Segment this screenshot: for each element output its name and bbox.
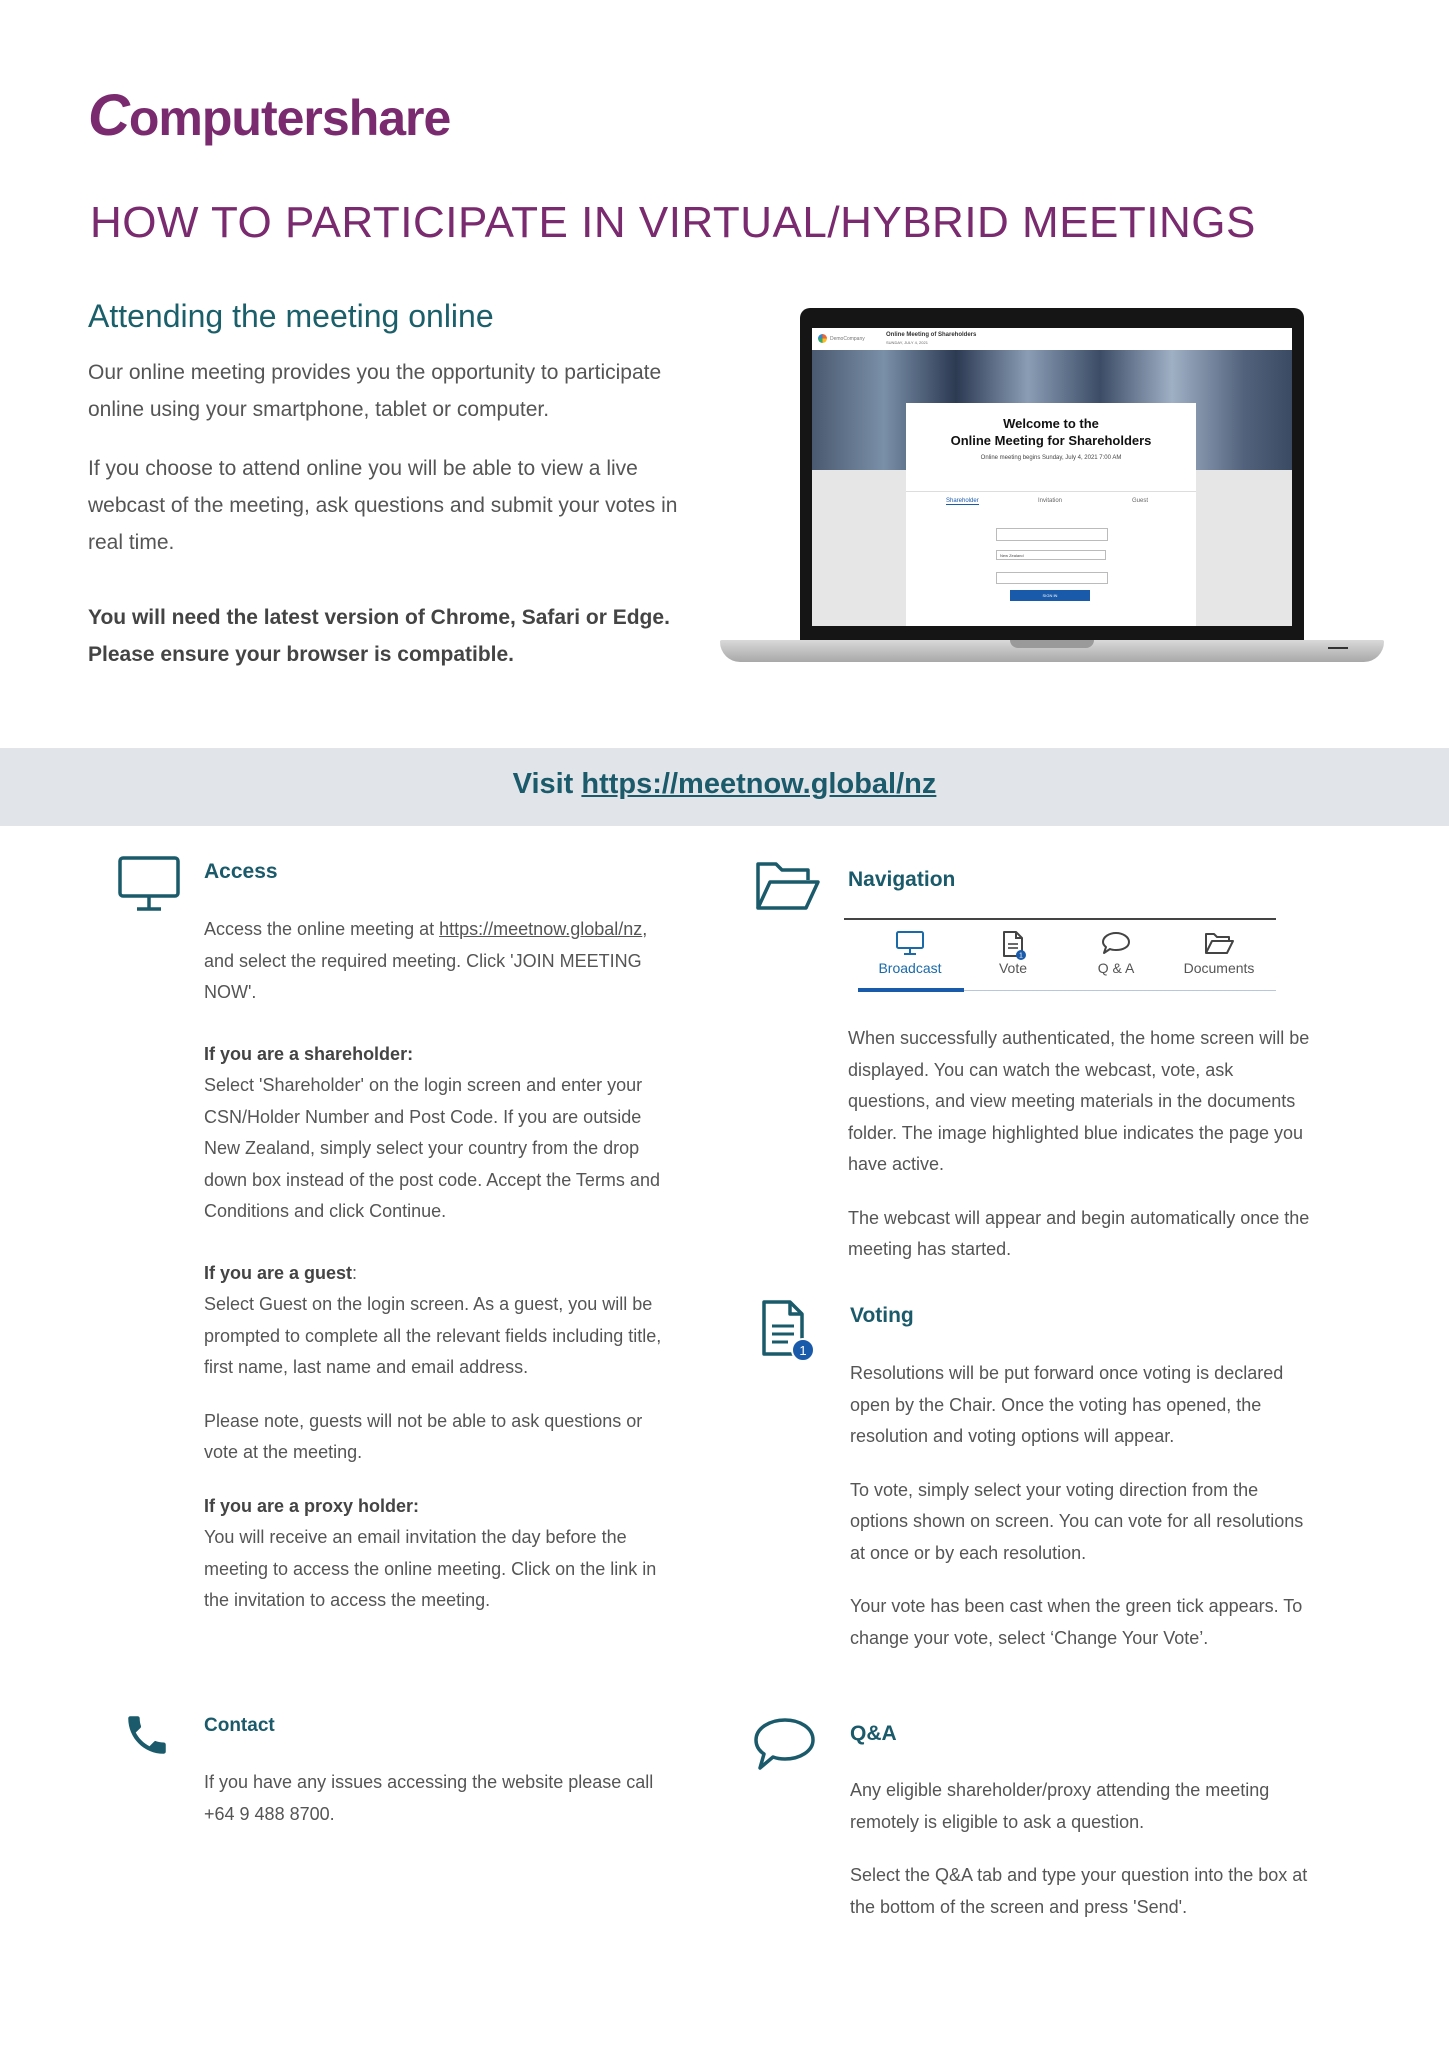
qa-body — [850, 1775, 1320, 1945]
speech-bubble-icon — [752, 1716, 818, 1772]
intro-text — [88, 354, 688, 695]
guest-block: If you are a guest: Select Guest on the login screen. As a guest, you will be prompted to complete all the relevant fields including title, first name, last name and email address. — [204, 1262, 662, 1377]
vote-document-icon — [998, 930, 1028, 960]
qa-heading: Q&A — [850, 1722, 897, 1745]
visit-url-link[interactable]: https://meetnow.global/nz — [581, 768, 937, 800]
phone-icon — [122, 1710, 172, 1760]
intro-paragraph-2: If you choose to attend online you will be able to view a live webcast of the meeting, ask questions and submit your votes in real time. — [88, 457, 678, 554]
proxy-block: If you are a proxy holder: You will receive an email invitation the day before the meeting to access the online meeting. Click on the link in the invitation to access the meeting. — [204, 1495, 657, 1610]
access-url-link[interactable]: https://meetnow.global/nz — [439, 919, 643, 939]
documents-folder-icon — [1203, 930, 1235, 956]
screen-header — [812, 328, 1292, 351]
contact-body — [204, 1767, 664, 1852]
laptop-mockup — [720, 308, 1384, 674]
folder-open-icon — [754, 858, 822, 914]
qa-paragraph-2: Select the Q&A tab and type your question into the box at the bottom of the screen and press 'Send'. — [850, 1865, 1308, 1917]
voting-body — [850, 1358, 1320, 1676]
guest-note: Please note, guests will not be able to ask questions or vote at the meeting. — [204, 1410, 643, 1462]
speech-bubble-icon — [1100, 930, 1132, 956]
navigation-heading: Navigation — [848, 868, 956, 891]
company-logo-icon — [818, 334, 827, 343]
navigation-paragraph-1: When successfully authenticated, the home screen will be displayed. You can watch the webcast, vote, ask questions, and view meeting materials in the documents folder. The image highlighted blue indicates the page you have active. — [848, 1028, 1310, 1174]
broadcast-icon — [895, 930, 925, 956]
screen-company: DemoCompany — [830, 336, 865, 342]
screen-country-select[interactable]: New Zealand — [996, 550, 1106, 560]
vote-tab-badge: 1 — [1019, 952, 1023, 960]
vote-document-icon — [758, 1298, 818, 1364]
visit-line: Visit https://meetnow.global/nz — [512, 768, 937, 800]
computershare-logo: Computershare — [88, 83, 451, 148]
navigation-tab-bar — [844, 918, 1276, 1000]
laptop-screen-bezel — [800, 308, 1304, 640]
voting-paragraph-1: Resolutions will be put forward once voting is declared open by the Chair. Once the voting has opened, the resolution and voting options will appear. — [850, 1363, 1284, 1446]
screen-postcode-input[interactable] — [996, 572, 1108, 584]
voting-paragraph-3: Your vote has been cast when the green tick appears. To change your vote, select ‘Change Your Vote’. — [850, 1596, 1303, 1648]
screen-tab-invitation[interactable]: Invitation — [1038, 498, 1063, 504]
screen-tab-shareholder[interactable]: Shareholder — [946, 498, 979, 504]
screen-holder-input[interactable] — [996, 528, 1108, 541]
navigation-paragraph-2: The webcast will appear and begin automatically once the meeting has started. — [848, 1207, 1310, 1259]
laptop-indicator — [1328, 647, 1348, 649]
screen-tabs — [906, 498, 1196, 512]
page-title: HOW TO PARTICIPATE IN VIRTUAL/HYBRID MEETINGS — [90, 198, 1256, 247]
screen-meeting-title: Online Meeting of Shareholders — [886, 332, 977, 338]
screen-login-card — [906, 403, 1196, 626]
contact-heading: Contact — [204, 1715, 275, 1736]
intro-paragraph-1: Our online meeting provides you the opportunity to participate online using your smartphone, tablet or computer. — [88, 361, 662, 421]
voting-badge: 1 — [799, 1343, 807, 1358]
shareholder-block: If you are a shareholder: Select 'Shareholder' on the login screen and enter your CSN/Holder Number and Post Code. If you are outside New Zealand, simply select your country from the drop down box instead of the post code. Accept the Terms and Conditions and click Continue. — [204, 1043, 660, 1221]
contact-text: If you have any issues accessing the website please call +64 9 488 8700. — [204, 1772, 654, 1824]
navigation-body — [848, 1023, 1318, 1288]
voting-paragraph-2: To vote, simply select your voting direction from the options shown on screen. You can vote for all resolutions at once or by each resolution. — [850, 1479, 1304, 1563]
access-body — [204, 914, 664, 1639]
tab-vote[interactable]: 1 Vote — [963, 930, 1063, 976]
browser-requirement: You will need the latest version of Chrome, Safari or Edge. Please ensure your browser is compatible. — [88, 606, 670, 666]
tab-documents[interactable]: Documents — [1169, 930, 1269, 976]
tab-qa[interactable]: Q & A — [1066, 930, 1166, 976]
voting-heading: Voting — [850, 1304, 914, 1327]
monitor-icon — [118, 854, 180, 916]
active-tab-indicator — [858, 988, 964, 992]
screen-begins: Online meeting begins Sunday, July 4, 2021 7:00 AM — [980, 455, 1122, 461]
access-heading: Access — [204, 860, 278, 883]
shareholder-heading: If you are a shareholder: — [204, 1043, 414, 1064]
tab-broadcast[interactable]: Broadcast — [860, 930, 960, 976]
screen-form — [906, 491, 1196, 626]
proxy-heading: If you are a proxy holder: — [204, 1495, 420, 1516]
laptop-notch — [1010, 640, 1094, 648]
screen-date: SUNDAY, JULY 4, 2021 — [886, 340, 928, 345]
screen-welcome: Welcome to the Online Meeting for Shareholders — [950, 416, 1152, 448]
access-paragraph: Access the online meeting at https://meetnow.global/nz, and select the required meeting. Click 'JOIN MEETING NOW'. — [204, 919, 648, 1002]
intro-heading: Attending the meeting online — [88, 298, 494, 334]
laptop-screen — [812, 328, 1292, 626]
qa-paragraph-1: Any eligible shareholder/proxy attending the meeting remotely is eligible to ask a question. — [850, 1780, 1270, 1832]
screen-signin-button[interactable]: SIGN IN — [1010, 590, 1090, 601]
guest-heading: If you are a guest — [204, 1262, 353, 1283]
screen-tab-guest[interactable]: Guest — [1132, 498, 1149, 504]
